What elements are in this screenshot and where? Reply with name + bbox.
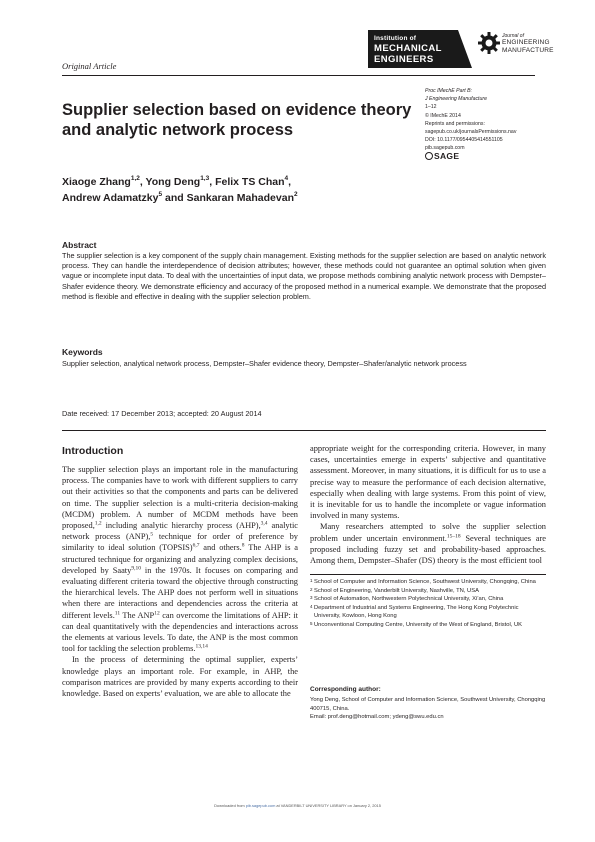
metadata-line: sagepub.co.uk/journalsPermissions.nav xyxy=(425,129,517,136)
metadata-line: Proc IMechE Part B: xyxy=(425,88,472,94)
body-paragraph xyxy=(310,521,546,566)
footnote-rule xyxy=(310,574,546,575)
date-received: Date received: 17 December 2013; accepted: 20 August 2014 xyxy=(62,409,262,418)
author-affiliation-marker: 1,2 xyxy=(130,175,140,182)
footnote-item xyxy=(310,621,546,630)
body-column-left xyxy=(62,464,298,699)
imeche-logo-line2: MECHANICAL xyxy=(374,43,442,54)
footnote-item xyxy=(310,595,546,604)
author-affiliation-marker: 5 xyxy=(158,190,163,198)
citation-marker: 1,2 xyxy=(94,520,102,527)
footnote-text: Unconventional Computing Centre, University of the West of England, Bristol, UK xyxy=(314,621,523,628)
body-text: The supplier selection plays an important role in the manufacturing process. The companies have to work with different suppliers to carry out their activities so that the components and parts can be delivered on time. The supplier selection is a multi-criteria decision-making (MCDM) problem. A number of MCDM methods have been proposed, xyxy=(62,465,298,531)
citation-marker: 15–18 xyxy=(446,533,461,540)
header-rule xyxy=(62,75,535,76)
affiliation-footnotes xyxy=(310,578,546,630)
introduction-heading: Introduction xyxy=(62,445,124,457)
body-text: The ANP xyxy=(120,610,155,620)
gear-icon xyxy=(478,32,500,54)
download-prefix: Downloaded from xyxy=(214,803,246,808)
body-text: including analytic hierarchy process (AHP), xyxy=(101,521,261,531)
body-paragraph xyxy=(62,464,298,654)
imeche-logo xyxy=(368,30,472,68)
imeche-logo-line1: Institution of xyxy=(374,35,417,42)
body-text: Many researchers attempted to solve the supplier selection problem under uncertain environment. xyxy=(310,522,546,543)
body-paragraph xyxy=(310,443,546,521)
body-text: In the process of determining the optimal supplier, experts’ knowledge plays an important role. For example, in AHP, the comparison matrices are provided by many experts according to their knowledge. Based on experts’ evaluation, we are able to allocate the xyxy=(62,655,298,699)
footnote-number: 4 xyxy=(310,603,313,609)
footnote-number: 2 xyxy=(310,586,313,592)
author-name: Andrew Adamatzky xyxy=(62,191,159,204)
download-notice xyxy=(0,803,595,808)
journal-logo xyxy=(478,26,554,72)
author-affiliation-marker: 4 xyxy=(284,175,289,182)
metadata-line: pib.sagepub.com xyxy=(425,145,465,152)
footnote-text: School of Engineering, Vanderbilt University, Nashville, TN, USA xyxy=(314,587,479,594)
citation-marker: 13,14 xyxy=(195,643,208,650)
sage-logo xyxy=(425,151,459,161)
body-text: and others. xyxy=(199,543,242,553)
download-suffix: at VANDERBILT UNIVERSITY LIBRARY on January 2, 2015 xyxy=(275,803,381,808)
citation-marker: 11 xyxy=(114,610,121,617)
citation-marker: 12 xyxy=(154,610,160,617)
citation-marker: 9,10 xyxy=(131,565,141,572)
corresponding-line: Yong Deng, School of Computer and Information Science, Southwest University, Chongqing 400715, China. xyxy=(310,697,546,712)
body-text: in the 1970s. It focuses on comparing and evaluating different criteria toward the objective through constructing the hierarchical levels. The AHP does not perform well in situations when there are interactions and dependencies across the criteria at different levels. xyxy=(62,565,298,620)
corresponding-author-heading: Corresponding author: xyxy=(310,686,381,693)
footnote-number: 5 xyxy=(310,620,313,626)
footnote-item xyxy=(310,604,546,621)
author-name: Xiaoge Zhang xyxy=(62,176,131,188)
author-name: Felix TS Chan xyxy=(215,176,285,188)
body-text: analytic network process (ANP), xyxy=(62,521,298,542)
body-text: technique for order of preference by similarity to ideal solution (TOPSIS) xyxy=(62,532,298,553)
body-text: can overcome the limitations of AHP: it can deal quantitatively with the dependencies and interactions across the elements at various levels. To date, the ANP is the most common tool for tackling the selection problems. xyxy=(62,610,299,654)
citation-marker: 6,7 xyxy=(192,542,200,549)
section-rule xyxy=(62,430,546,431)
metadata-line: 1–12 xyxy=(425,104,437,111)
journal-logo-line3: MANUFACTURE xyxy=(502,47,554,54)
sage-ring-icon xyxy=(425,152,433,160)
abstract-text: The supplier selection is a key component of the supply chain management. Existing methods for the supplier selection are based on analytic network process. They can handle the interdependence of decision attributes; however, these methods could not guarantee an optimal solution when given vague or incomplete input data. To deal with the uncertainties of input data, we propose methods combining analytic network process with Dempster–Shafer evidence theory. We demonstrate efficiency and accuracy of the proposed method in a numerical example. We demonstrate that the proposed method is flexible and effective in dealing with the supplier selection problem. xyxy=(62,251,546,301)
body-text: The AHP is a structured technique for organizing and analyzing complex decisions, developed by Saaty xyxy=(62,543,299,575)
journal-metadata xyxy=(425,87,550,153)
citation-marker: 5 xyxy=(150,531,154,538)
corresponding-author-details xyxy=(310,696,546,722)
metadata-line: © IMechE 2014 xyxy=(425,112,461,119)
author-list: Xiaoge Zhang$^{1,2}$, Yong Deng$^{1,3}$, Felix TS Chan$^4$, Andrew Adamatzky$^5$ and Sankaran Mahadevan$^2$ xyxy=(62,175,298,204)
journal-logo-line2: ENGINEERING xyxy=(502,39,550,46)
body-text: Several techniques are proposed including fuzzy set and probability-based approaches. Among them, Dempster–Shafer (DS) theory is the most efficient tool xyxy=(310,533,546,566)
article-type: Original Article xyxy=(62,61,117,71)
imeche-logo-line3: ENGINEERS xyxy=(374,54,434,65)
author-affiliation-marker: 2 xyxy=(294,190,298,198)
sage-logo-text: SAGE xyxy=(434,151,460,161)
journal-logo-line1: Journal of xyxy=(502,33,524,39)
citation-marker: 3,4 xyxy=(260,520,268,527)
body-column-right xyxy=(310,443,546,566)
footnote-text: Department of Industrial and Systems Engineering, The Hong Kong Polytechnic University, Kowloon, Hong Kong xyxy=(314,604,519,620)
author-name: Sankaran Mahadevan xyxy=(186,191,294,204)
author-name: Yong Deng xyxy=(145,176,201,188)
citation-marker: 8 xyxy=(241,542,245,549)
body-text: appropriate weight for the corresponding criteria. However, in many cases, uncertainties emerge in experts’ subjective and quantitative assessment. Moreover, in many situations, it is difficult for us to use a precise way to measure the performance of each decision alternative, especially when dealing with large systems. From this point of view, it is inevitable for us to handle the incomplete or vague information involved in many systems. xyxy=(310,444,546,521)
footnote-text: School of Automation, Northwestern Polytechnical University, Xi’an, China xyxy=(314,596,504,603)
footnote-item xyxy=(310,578,546,587)
footnote-text: School of Computer and Information Science, Southwest University, Chongqing, China xyxy=(314,579,536,585)
metadata-line: DOI: 10.1177/0954405414551105 xyxy=(425,137,503,144)
footnote-number: 1 xyxy=(310,578,313,583)
footnote-item xyxy=(310,587,546,596)
download-link[interactable]: pib.sagepub.com xyxy=(245,803,276,808)
metadata-line: J Engineering Manufacture xyxy=(425,96,487,103)
article-title: Supplier selection based on evidence theory and analytic network process xyxy=(62,101,412,139)
body-paragraph xyxy=(62,654,298,699)
keywords-text: Supplier selection, analytical network process, Dempster–Shafer evidence theory, Dempster–Shafer/analytic network process xyxy=(62,359,467,368)
footnote-number: 3 xyxy=(310,595,313,601)
corresponding-line: Email: prof.deng@hotmail.com; ydeng@swu.edu.cn xyxy=(310,714,444,721)
author-affiliation-marker: 1,3 xyxy=(200,175,210,182)
metadata-line: Reprints and permissions: xyxy=(425,120,485,127)
keywords-heading: Keywords xyxy=(62,347,103,357)
abstract-heading: Abstract xyxy=(62,240,97,250)
